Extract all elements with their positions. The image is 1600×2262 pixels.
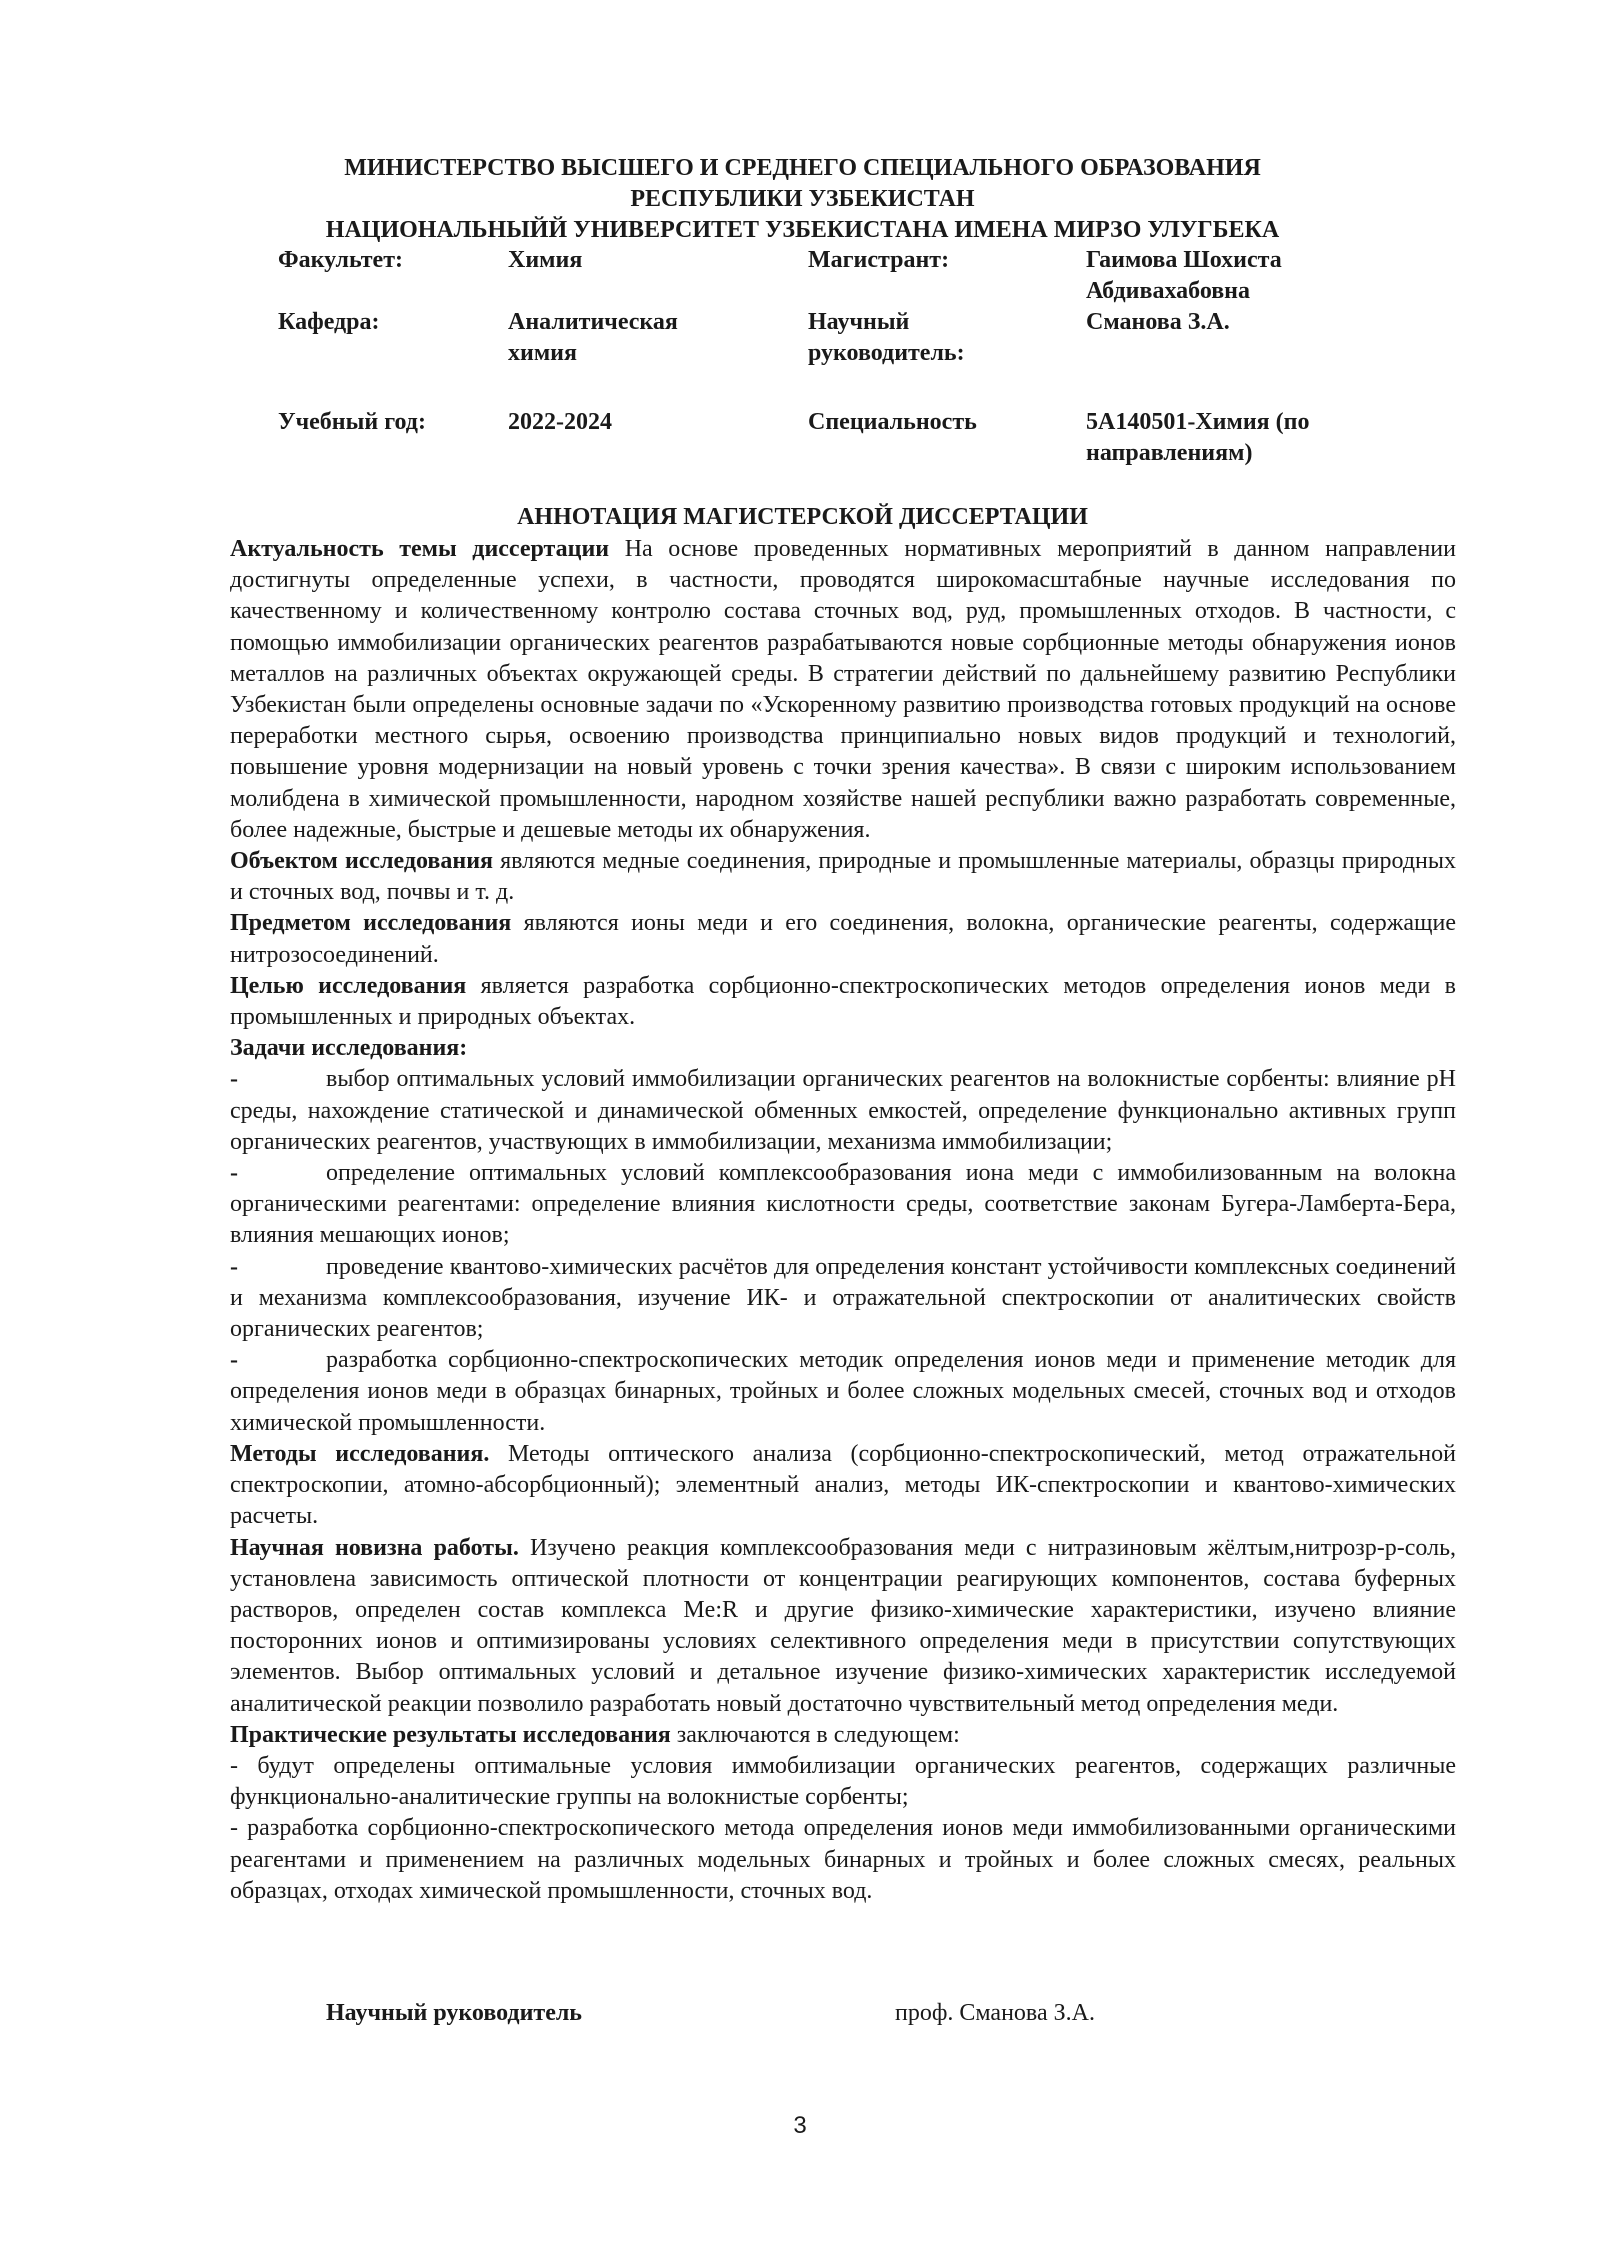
year-value: 2022-2024 [508, 409, 612, 435]
faculty-value: Химия [508, 247, 583, 273]
methods-paragraph [230, 1439, 1456, 1533]
practical-label: Практические результаты исследования [230, 1721, 671, 1748]
practical-item: - будут определены оптимальные условия иммобилизации органических реагентов, содержащих различные функционально-аналитические группы на волокнистые сорбенты; [230, 1752, 1456, 1811]
supervisor-label: Научный руководитель: [808, 309, 965, 366]
supervisor-value: Сманова З.А. [1086, 309, 1230, 335]
task-item [230, 1345, 1456, 1439]
practical-item: - разработка сорбционно-спектроскопического метода определения ионов меди иммобилизованными органическими реагентами и применением на различных модельных бинарных и тройных и более сложных смесях, реальных образцах, отходах химической промышленности, сточных вод. [230, 1815, 1456, 1904]
task-dash: - [230, 1160, 238, 1187]
university-header: НАЦИОНАЛЬНЫЙЙ УНИВЕРСИТЕТ УЗБЕКИСТАНА ИМЕНА МИРЗО УЛУГБЕКА [325, 217, 1280, 243]
annotation-body [230, 534, 1456, 1907]
ministry-header-line1: МИНИСТЕРСТВО ВЫСШЕГО И СРЕДНЕГО СПЕЦИАЛЬНОГО ОБРАЗОВАНИЯ [344, 155, 1261, 181]
task-dash: - [230, 1066, 238, 1093]
task-dash: - [230, 1347, 238, 1374]
object-label: Объектом исследования [230, 848, 494, 875]
goal-label: Целью исследования [230, 972, 467, 999]
signature-label: Научный руководитель [326, 2000, 582, 2026]
student-value: Гаимова Шохиста Абдивахабовна [1086, 247, 1282, 304]
year-label: Учебный год: [278, 409, 426, 435]
specialty-label: Специальность [808, 409, 977, 435]
specialty-value: 5А140501-Химия (по направлениям) [1086, 409, 1310, 466]
subject-text: являются ионы меди и его соединения, волокна, органические реагенты, содержащие нитрозосоединений. [230, 910, 1456, 968]
methods-label: Методы исследования. [230, 1440, 490, 1467]
signature-name: проф. Сманова З.А. [895, 2000, 1095, 2026]
task-text: разработка сорбционно-спектроскопических методик определения ионов меди и применение методик для определения ионов меди в образцах бинарных, тройных и более сложных модельных смесей, сточных вод и отходов химической промышленности. [230, 1347, 1456, 1436]
practical-text: заключаются в следующем: [670, 1721, 960, 1748]
page-number: 3 [793, 2112, 807, 2139]
novelty-text: Изучено реакция комплексообразования меди с нитразиновым жёлтым,нитрозр-р-соль, установлена зависимость оптической плотности от концентрации реагирующих компонентов, состава буферных растворов, определен состав комплекса Me:R и другие физико-химические характеристики, изучено влияние посторонних ионов и оптимизированы условиях селективного определения меди в присутствии сопутствующих элементов. Выбор оптимальных условий и детальное изучение физико-химических характеристик исследуемой аналитической реакции позволило разработать новый достаточно чувствительный метод определения меди. [230, 1534, 1457, 1717]
methods-text: Методы оптического анализа (сорбционно-спектроскопический, метод отражательной спектроскопии, атомно-абсорбционный); элементный анализ, методы ИК-спектроскопии и квантово-химических расчеты. [230, 1440, 1456, 1530]
student-label: Магистрант: [808, 247, 950, 273]
relevance-paragraph [230, 534, 1456, 846]
department-value: Аналитическая химия [508, 309, 678, 366]
faculty-label: Факультет: [278, 247, 403, 273]
relevance-label: Актуальность темы диссертации [230, 536, 610, 562]
object-text: являются медные соединения, природные и промышленные материалы, образцы природных и сточных вод, почвы и т. д. [230, 848, 1457, 906]
tasks-heading-paragraph [230, 1033, 1456, 1064]
task-item [230, 1252, 1456, 1346]
subject-label: Предметом исследования [230, 910, 512, 937]
practical-paragraph [230, 1720, 1456, 1751]
task-text: проведение квантово-химических расчётов для определения констант устойчивости комплексных соединений и механизма комплексообразования, изучение ИК- и отражательной спектроскопии от аналитических свойств органических реагентов; [230, 1253, 1456, 1343]
task-item [230, 1158, 1456, 1252]
department-label: Кафедра: [278, 309, 380, 335]
task-text: выбор оптимальных условий иммобилизации органических реагентов на волокнистые сорбенты: влияние pH среды, нахождение статической и динамической обменных емкостей, определение функционально активных групп органических реагентов, участвующих в иммобилизации, механизма иммобилизации; [230, 1066, 1456, 1155]
ministry-header-line2: РЕСПУБЛИКИ УЗБЕКИСТАН [630, 186, 975, 212]
task-dash: - [230, 1253, 238, 1280]
task-text: определение оптимальных условий комплексообразования иона меди с иммобилизованным на волокна органическими реагентами: определение влияния кислотности среды, соответствие законам Бугера-Ламберта-Бера, влияния мешающих ионов; [230, 1160, 1456, 1249]
object-paragraph [230, 846, 1456, 908]
annotation-title: АННОТАЦИЯ МАГИСТЕРСКОЙ ДИССЕРТАЦИИ [517, 504, 1088, 530]
task-item [230, 1064, 1456, 1158]
goal-paragraph [230, 971, 1456, 1033]
subject-paragraph [230, 908, 1456, 970]
tasks-label: Задачи исследования: [230, 1035, 468, 1062]
novelty-paragraph [230, 1533, 1456, 1720]
goal-text: является разработка сорбционно-спектроскопических методов определения ионов меди в промышленных и природных объектах. [230, 972, 1456, 1031]
relevance-text: На основе проведенных нормативных мероприятий в данном направлении достигнуты определенные успехи, в частности, проводятся широкомасштабные научные исследования по качественному и количественному контролю состава сточных вод, руд, промышленных отходов. В частности, с помощью иммобилизации органических реагентов разрабатываются новые сорбционные методы обнаружения ионов металлов на различных объектах окружающей среды. В стратегии действий по дальнейшему развитию Республики Узбекистан были определены основные задачи по «Ускоренному развитию производства готовых продукций на основе переработки местного сырья, освоению производства принципиально новых видов продукций и технологий, повышение уровня модернизации на новый уровень с точки зрения качества». В связи с широким использованием молибдена в химической промышленности, народном хозяйстве нашей республики важно разработать современные, более надежные, быстрые и дешевые методы их обнаружения. [230, 536, 1456, 843]
novelty-label: Научная новизна работы. [230, 1534, 519, 1561]
